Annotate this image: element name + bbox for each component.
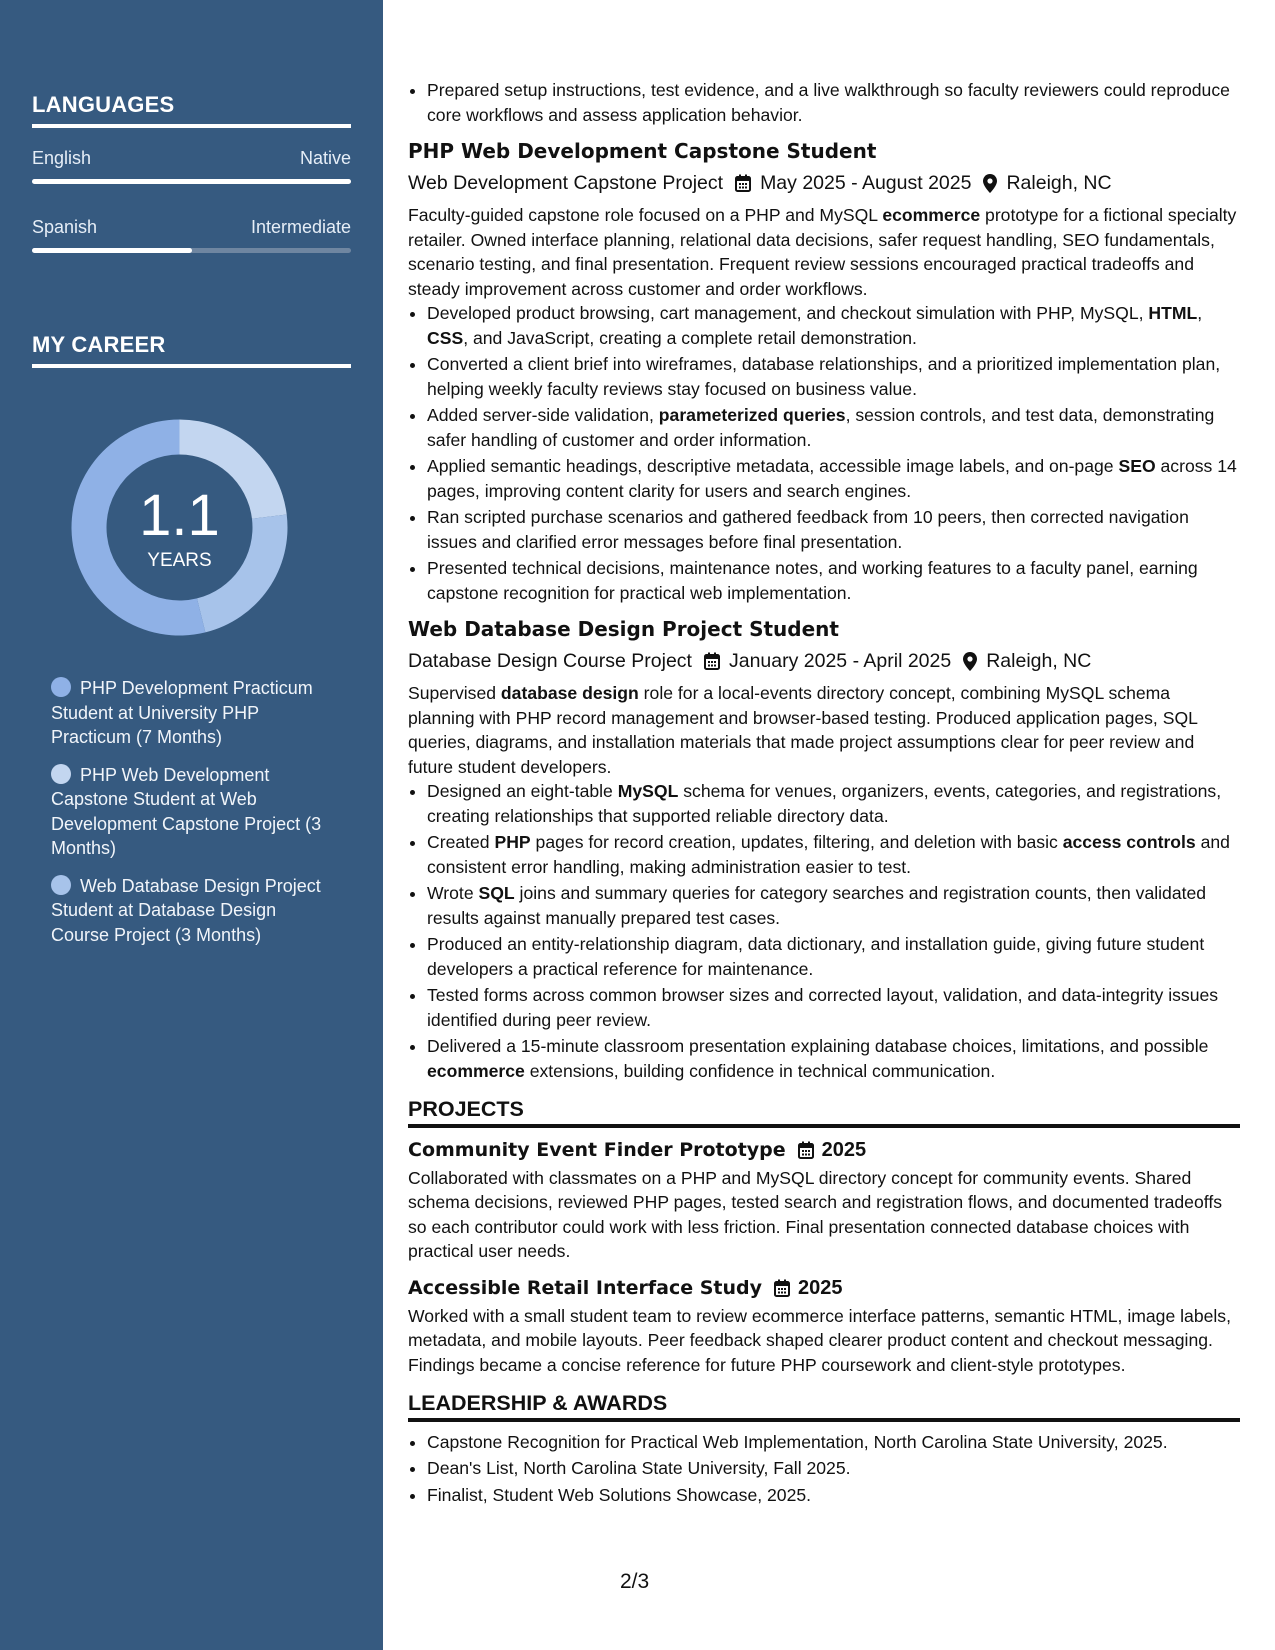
bullet-item: • Developed product browsing, cart management, and checkout simulation with PHP, MySQL, HTML, CSS, and JavaScript, creating a complete retail demonstration.: [427, 301, 1240, 350]
award-item: • Finalist, Student Web Solutions Showcase, 2025.: [427, 1483, 1240, 1508]
languages-section: [32, 92, 351, 253]
bullet-item: • Ran scripted purchase scenarios and gathered feedback from 10 peers, then corrected navigation issues and clarified error messages before final presentation.: [427, 505, 1240, 554]
language-proficiency-bar: [32, 248, 351, 253]
language-proficiency-fill: [32, 179, 351, 184]
calendar-icon: [704, 652, 720, 670]
projects-heading: PROJECTS: [408, 1097, 1240, 1128]
project-title: Accessible Retail Interface Study: [408, 1276, 762, 1299]
previous-job-bullets: [408, 78, 1240, 127]
bullet-item: • Designed an eight-table MySQL schema for venues, organizers, events, categories, and registrations, creating relationships that supported reliable directory data.: [427, 779, 1240, 828]
awards-heading: LEADERSHIP & AWARDS: [408, 1391, 1240, 1422]
awards-list: [408, 1430, 1240, 1508]
career-dot: [51, 764, 71, 784]
page-number: 2/3: [620, 1570, 650, 1593]
career-section: [32, 332, 351, 368]
job-location: Raleigh, NC: [1006, 172, 1112, 194]
job-location: Raleigh, NC: [986, 650, 1092, 672]
main-content: [408, 78, 1240, 1509]
language-level: Intermediate: [250, 217, 351, 237]
job-meta: [408, 169, 1240, 197]
job-dates: January 2025 - April 2025: [728, 650, 952, 672]
job-dates: May 2025 - August 2025: [760, 172, 972, 194]
project-description: Worked with a small student team to review ecommerce interface patterns, semantic HTML, image labels, metadata, and mobile layouts. Peer feedback shaped clearer product content and checkout messaging. Findings became a concise reference for future PHP coursework and client-style prototypes.: [408, 1305, 1231, 1375]
language-name: Spanish: [32, 217, 98, 237]
career-list: [51, 676, 336, 960]
career-donut: [67, 415, 292, 640]
projects-section: [408, 1097, 1240, 1377]
award-item: • Capstone Recognition for Practical Web Implementation, North Carolina State University, 2025.: [427, 1430, 1240, 1455]
job-entry: [408, 615, 1240, 1083]
job-meta: [408, 647, 1240, 675]
languages-heading: LANGUAGES: [32, 92, 351, 128]
language-proficiency-bar: [32, 179, 351, 184]
bullet-item: • Prepared setup instructions, test evidence, and a live walkthrough so faculty reviewers could reproduce core workflows and assess application behavior.: [427, 78, 1240, 127]
bullet-item: • Wrote SQL joins and summary queries for category searches and registration counts, then validated results against manually prepared test cases.: [427, 881, 1240, 930]
job-bullets: [408, 779, 1240, 1083]
bullet-item: • Produced an entity-relationship diagram, data dictionary, and installation guide, giving future student developers a practical reference for maintenance.: [427, 932, 1240, 981]
bullet-item: • Created PHP pages for record creation, updates, filtering, and deletion with basic access controls and consistent error handling, making administration easier to test.: [427, 830, 1240, 879]
project-entry: [408, 1274, 1240, 1378]
bullet-item: • Added server-side validation, parameterized queries, session controls, and test data, demonstrating safer handling of customer and order information.: [427, 403, 1240, 452]
awards-section: [408, 1391, 1240, 1507]
bullet-item: • Tested forms across common browser sizes and corrected layout, validation, and data-integrity issues identified during peer review.: [427, 983, 1240, 1032]
location-pin-icon: [963, 652, 977, 671]
bullet-item: • Applied semantic headings, descriptive metadata, accessible image labels, and on-page SEO across 14 pages, improving content clarity for users and search engines.: [427, 454, 1240, 503]
job-summary: Faculty-guided capstone role focused on a PHP and MySQL ecommerce prototype for a fictional specialty retailer. Owned interface planning, relational data decisions, safer request handling, SEO fundamentals, scenario testing, and final presentation. Frequent review sessions encouraged practical tradeoffs and steady improvement across customer and order workflows.: [408, 205, 1237, 299]
job-bullets: [408, 301, 1240, 605]
job-organization: Database Design Course Project: [408, 650, 692, 672]
language-proficiency-fill: [32, 248, 192, 253]
job-summary: Supervised database design role for a local-events directory concept, combining MySQL schema planning with PHP record management and browser-based testing. Produced application pages, SQL queries, diagrams, and installation materials that made project assumptions clear for peer review and future student developers.: [408, 683, 1198, 777]
bullet-item: • Presented technical decisions, maintenance notes, and working features to a faculty panel, earning capstone recognition for practical web implementation.: [427, 556, 1240, 605]
award-item: • Dean's List, North Carolina State University, Fall 2025.: [427, 1456, 1240, 1481]
bullet-item: • Delivered a 15-minute classroom presentation explaining database choices, limitations, and possible ecommerce extensions, building confidence in technical communication.: [427, 1034, 1240, 1083]
job-title: PHP Web Development Capstone Student: [408, 139, 877, 163]
language-spanish: [32, 217, 351, 253]
location-pin-icon: [983, 174, 997, 193]
job-organization: Web Development Capstone Project: [408, 172, 724, 194]
project-entry: [408, 1136, 1240, 1264]
sidebar: [0, 0, 383, 1650]
career-item-label: PHP Development Practicum Student at University PHP Practicum (7 Months): [51, 678, 313, 747]
career-dot: [51, 875, 71, 895]
project-year: 2025: [798, 1276, 843, 1299]
language-level: Native: [299, 148, 351, 168]
job-entry: [408, 137, 1240, 605]
project-title: Community Event Finder Prototype: [408, 1138, 786, 1161]
career-total-unit: YEARS: [147, 550, 212, 571]
job-title: Web Database Design Project Student: [408, 617, 839, 641]
language-english: [32, 148, 351, 184]
calendar-icon: [798, 1141, 814, 1159]
calendar-icon: [735, 174, 751, 192]
project-description: Collaborated with classmates on a PHP and MySQL directory concept for community events. Shared schema decisions, reviewed PHP pages, tested search and registration flows, and documented tradeoffs so each contributor could work with less friction. Final presentation connected database choices with practical user needs.: [408, 1167, 1223, 1261]
language-name: English: [32, 148, 92, 168]
bullet-item: • Converted a client brief into wireframes, database relationships, and a prioritized implementation plan, helping weekly faculty reviews stay focused on business value.: [427, 352, 1240, 401]
calendar-icon: [774, 1279, 790, 1297]
career-item-label: Web Database Design Project Student at Database Design Course Project (3 Months): [51, 875, 321, 945]
career-dot: [51, 677, 71, 697]
career-item: [51, 763, 336, 861]
project-year: 2025: [821, 1138, 867, 1161]
career-total-value: 1.1: [139, 483, 220, 548]
career-item: [51, 676, 336, 750]
career-item: [51, 874, 336, 948]
career-heading: MY CAREER: [32, 332, 351, 368]
career-item-label: PHP Web Development Capstone Student at Web Development Capstone Project (3 Months): [51, 764, 322, 858]
